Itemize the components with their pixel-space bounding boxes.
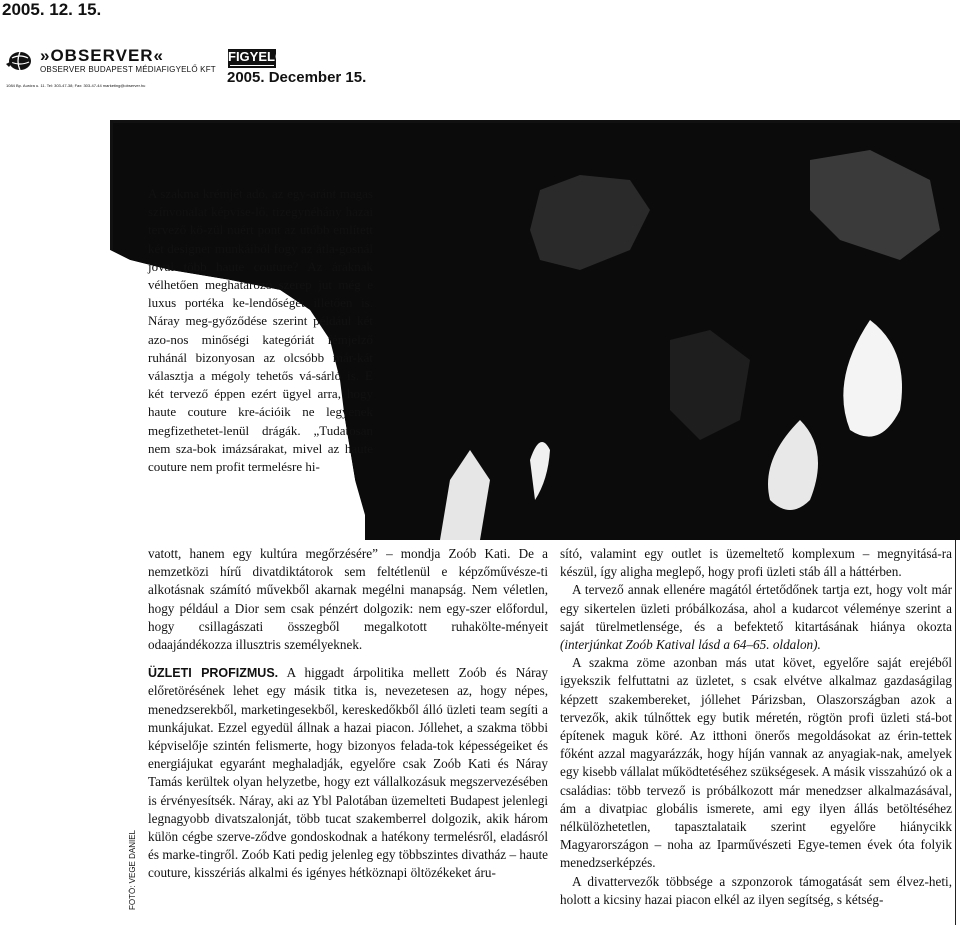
publication-logo bbox=[228, 49, 286, 68]
clip-date: 2005. 12. 15. bbox=[2, 0, 102, 19]
right-column bbox=[560, 545, 952, 909]
observer-address: 1084 Bp. Auróra u. 11. Tel: 303-47-38; Fax: 303-47-44 marketing@observer.hu bbox=[6, 83, 146, 88]
left-column bbox=[148, 545, 548, 883]
column-rule bbox=[955, 540, 956, 925]
left-paragraph-2 bbox=[148, 664, 548, 882]
right-paragraph-1: sító, valamint egy outlet is üzemeltető komplexum – megnyitásá-ra készül, így aligha meglepő, hogy profi üzleti stáb áll a háttérben. bbox=[560, 546, 952, 580]
globe-icon bbox=[6, 50, 36, 72]
left-paragraph-1: vatott, hanem egy kultúra megőrzésére” – mondja Zoób Kati. De a nemzetközi hírű divatdiktátorok sem feltétlenül e képzőművésze-ti alkotásnak számító művekből akarnak megélni manapság. Nem véletlen, hogy például a Dior sem csak pénzért dolgozik: nem egy-szer előfordul, hogy csillagászati összegből megalkotott ruhakölte-ményeit odaajándékozza illusztris személyeknek. bbox=[148, 546, 548, 653]
interview-reference: (interjúnkat Zoób Katival lásd a 64–65. oldalon). bbox=[560, 637, 821, 653]
publication-name: FIGYELŐ bbox=[228, 49, 286, 64]
right-paragraph-2-text: A tervező annak ellenére magától értetődőnek tartja ezt, hogy volt már egy sikertelen üzleti próbálkozása, ahol a kudarcot véleménye szerint a saját türelmetlensége, és a befektető kitartásának hiánya okozta bbox=[560, 582, 952, 634]
observer-logo-block bbox=[6, 46, 226, 96]
photo-credit: FOTÓ: VEGE DANIEL bbox=[128, 829, 137, 910]
observer-subtitle: OBSERVER BUDAPEST MÉDIAFIGYELŐ KFT bbox=[40, 65, 216, 74]
cutout-text-block bbox=[148, 185, 373, 476]
cutout-paragraph: A szakma krémjét adó, az egy-aránt magas színvonalat képvise-lő, tizegynéhány hazai tervező kö-zül nuért pont az utóbb említett két designer munkáiból fogy az átla-gosnál jóval több haute couture? Az áraknak vélhetően meghatározó szerep jut még e luxus portéka ke-lendőségét illetően is. Náray meg-győződése szerint például két azo-nos minőségi kategóriát fémjelző ruhánál bizonyosan az olcsóbb már-kát választja a mégoly tehetős vá-sárló is. E két tervező éppen ezért ügyel arra, hogy haute couture kre-ációik ne legyenek megfizethetet-lenül drágák. „Tudatosan nem sza-bok imázsárakat, mivel az haute couture nem profit termelésre hi- bbox=[148, 186, 373, 475]
right-paragraph-2 bbox=[560, 581, 952, 654]
right-paragraph-4: A divattervezők többsége a szponzorok támogatását sem élvez-heti, holott a kicsiny hazai piacon elkél az ilyen segítség, s kétség- bbox=[560, 873, 952, 907]
section-subhead: ÜZLETI PROFIZMUS. bbox=[148, 666, 279, 681]
left-paragraph-2-text: A higgadt árpolitika mellett Zoób és Náray előretörésének lehet egy másik titka is, nevezetesen az, hogy népes, menedzserekből, marketingesekből, kereskedőkből álló üzleti team segíti a munkájukat. Ezzel egyedül állnak a hazai piacon. Jóllehet, a szakma többi képviselője szintén felismerte, hogy bizonyos felada-tok képességeiket és energiájukat egyaránt meghaladják, egyelőre csak Zoób Kati és Náray Tamás kerültek olyan helyzetbe, hogy ezt vállalkozásuk megszervezésében is érvényesítsék. Náray, aki az Ybl Palotában üzemelteti Budapest jelenlegi legnagyobb divatszalonját, több tucat szakemberrel dolgozik, akik három külön cégbe szerve-ződve gondoskodnak a hatékony termelésről, eladásról és marke-tingről. Zoób Kati pedig jelenleg egy többszintes divatház – haute couture, kisszériás alkalmi és igényes hétköznapi öltözékeket áru- bbox=[148, 665, 548, 881]
right-paragraph-3: A szakma zöme azonban más utat követ, egyelőre saját erejéből igyekszik felfuttatni az üzletet, s csak elvétve alkalmaz gazdaságilag képzett szakembereket, jóllehet Párizsban, Olaszországban azok a tervezők, akik túlnőttek egy butik méretén, rögtön profi üzleti stá-bot építenek maguk köré. Az itthoni önerős megoldásokat az érin-tettek főként azzal magyarázzák, hogy híján vannak az anyagiak-nak, amelyek egy kisebb vállalat működtetéséhez szükségesek. A másik visszahúzó ok a családias: több tervező is próbálkozott már menedzser alkalmazásával, ám a divatpiac globális ismerete, ami egy ilyen állás betöltéséhez nélkülözhetetlen, tapasztalataik szerint egyelőre hiánycikk Magyarországon – noha az Iparművészeti Egye-temen évek óta folyik menedzserképzés. bbox=[560, 655, 952, 871]
observer-brand: »OBSERVER« bbox=[40, 46, 165, 65]
publication-date: 2005. December 15. bbox=[227, 69, 367, 86]
